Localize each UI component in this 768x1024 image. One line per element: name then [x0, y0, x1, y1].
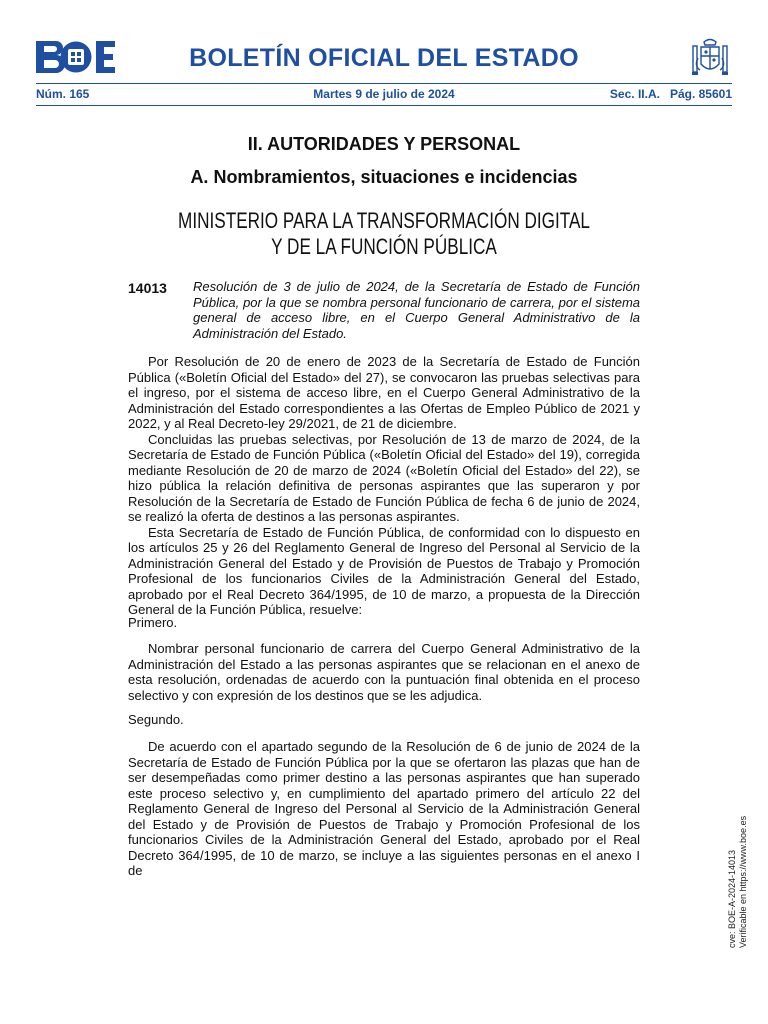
section-title: II. AUTORIDADES Y PERSONAL: [247, 134, 521, 154]
body-block-intro: [128, 354, 640, 618]
body-paragraph: Concluidas las pruebas selectivas, por Resolución de 13 de marzo de 2024, de la Secretaría de Estado de Función Pública («Boletín Oficial del Estado» del 19), corregida mediante Resolución de 20 de marzo de 2024 («Boletín Oficial del Estado» del 22), se hizo pública la relación definitiva de personas aspirantes que las superaron y por Resolución de la Secretaría de Estado de Función Pública de fecha 6 de junio de 2024, se realizó la oferta de destinos a las personas aspirantes.: [128, 431, 640, 524]
section-page: Sec. II.A. Pág. 85601: [609, 87, 732, 101]
verify-link[interactable]: Verificable en https://www.boe.es: [738, 815, 748, 948]
body-paragraph: Por Resolución de 20 de enero de 2023 de la Secretaría de Estado de Función Pública («Boletín Oficial del Estado» del 27), se convocaron las pruebas selectivas para el ingreso, por el sistema de acceso libre, en el Cuerpo General Administrativo de la Administración del Estado correspondientes a las Ofertas de Empleo Público de 2021 y 2022, y al Real Decreto-ley 29/2021, de 21 de diciembre.: [128, 354, 640, 431]
body-block-primero: [128, 641, 640, 703]
body-paragraph: Nombrar personal funcionario de carrera del Cuerpo General Administrativo de la Administración del Estado a las personas aspirantes que se relacionan en el anexo de esta resolución, ordenadas de acuerdo con la puntuación final obtenida en el proceso selectivo y con expresión de los destinos que se les adjudica.: [128, 641, 640, 703]
boe-logo: [36, 41, 115, 73]
issue-header: [36, 87, 732, 103]
header-rule-top: [36, 83, 732, 84]
body-block-segundo: [128, 739, 640, 879]
resolution-number: 14013: [128, 280, 167, 296]
masthead-title: BOLETÍN OFICIAL DEL ESTADO: [189, 44, 579, 72]
coat-of-arms-icon: [690, 36, 730, 80]
body-paragraph: De acuerdo con el apartado segundo de la Resolución de 6 de junio de 2024 de la Secretaría de Estado de Función Pública por la que se ofertaron las plazas que han de ser desempeñadas como primer destino a las personas aspirantes que han superado este proceso selectivo y, en cumplimiento del apartado primero del artículo 22 del Reglamento General de Ingreso del Personal al Servicio de la Administración General del Estado y de Provisión de Puestos de Trabajo y Promoción Profesional de los funcionarios Civiles de la Administración General del Estado, aprobado por el Real Decreto 364/1995, de 10 de marzo, se incluye a las siguientes personas en el anexo I de: [128, 739, 640, 878]
ministry-heading: [0, 208, 768, 260]
header-rule-bottom: [36, 105, 732, 106]
resolution-summary: Resolución de 3 de julio de 2024, de la Secretaría de Estado de Función Pública, por la que se nombra personal funcionario de carrera, por el sistema general de acceso libre, en el Cuerpo General Administrativo de la Administración del Estado.: [193, 279, 640, 341]
issue-number: Núm. 165: [36, 87, 90, 101]
ministry-line-1: MINISTERIO PARA LA TRANSFORMACIÓN DIGITAL: [178, 208, 590, 233]
ministry-line-2: Y DE LA FUNCIÓN PÚBLICA: [271, 234, 497, 259]
body-paragraph: Esta Secretaría de Estado de Función Pública, de conformidad con lo dispuesto en los artículos 25 y 26 del Reglamento General de Ingreso del Personal al Servicio de la Administración General del Estado y de Provisión de Puestos de Trabajo y Promoción Profesional de los funcionarios Civiles de la Administración General del Estado, aprobado por el Real Decreto 364/1995, de 10 de marzo, a propuesta de la Dirección General de la Función Pública, resuelve:: [128, 524, 640, 617]
subsection-title: A. Nombramientos, situaciones e incidencias: [190, 167, 578, 187]
issue-date: Martes 9 de julio de 2024: [313, 87, 455, 101]
article-label-segundo: Segundo.: [128, 712, 184, 727]
article-label-primero: Primero.: [128, 615, 178, 630]
cve-code: cve: BOE-A-2024-14013: [727, 849, 737, 948]
cve-margin-note: [727, 708, 751, 948]
